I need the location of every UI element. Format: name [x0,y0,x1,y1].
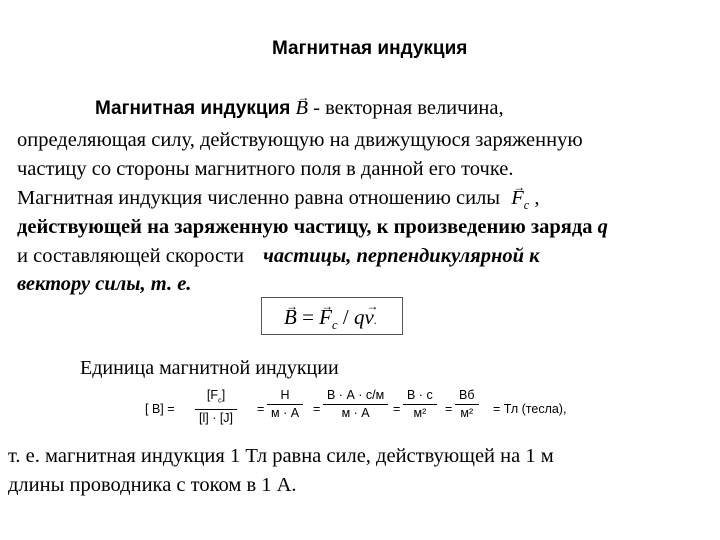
definition-line-4 [17,186,539,217]
units-eq-3: = [393,402,401,416]
definition-line-7 [17,272,191,296]
line7-text: вектору силы, т. е. [17,273,192,295]
conclusion-line-2: длины проводника с током в 1 А. [8,474,297,496]
formula-f: F [319,305,332,329]
fraction-2-den: м · А [271,406,300,420]
formula-div: / [337,305,354,329]
definition-line-1 [95,96,504,121]
formula-f-sub: c [332,318,338,333]
units-heading: Единица магнитной индукции [80,357,339,379]
fraction-1-num [195,388,237,410]
fraction-2 [267,388,303,421]
fraction-5-den: м² [460,406,474,420]
term-magnetic-induction: Магнитная индукция [95,98,291,119]
units-formula [145,388,565,436]
units-eq-2: = [313,402,321,416]
formula-eq: = [296,305,320,329]
definition-line-6 [17,244,540,268]
page-title: Магнитная индукция [272,38,468,59]
formula-b: → B [284,298,297,336]
line4-comma: , [529,187,540,209]
symbol-q: q [597,216,608,238]
fraction-3 [323,388,388,421]
symbol-f: F [511,187,524,209]
formula-q: q [353,305,365,329]
line4-text: Магнитная индукция численно равна отношению силы [17,187,501,209]
fraction-4-den: м² [413,406,427,420]
fraction-4 [403,388,437,421]
line6-bold-text: частицы, перпендикулярной к [263,245,540,267]
conclusion-line-1: т. е. магнитная индукция 1 Тл равна силе, действующей на 1 м [8,445,554,467]
fraction-2-num: Н [267,388,303,405]
fraction-1 [195,388,237,426]
units-eq-4: = [445,402,453,416]
f1-num: [F [206,388,218,402]
definition-line-5 [17,215,608,239]
formula-box [261,297,403,335]
definition-line-2: определяющая силу, действующую на движущуюся заряженную [17,129,583,151]
units-eq-1: = [257,402,265,416]
definition-rest: - векторная величина, [313,97,504,119]
fraction-5 [455,388,479,421]
formula-v: → v [364,298,373,336]
definition-line-3: частицу со стороны магнитного поля в данной его точке. [17,158,514,180]
units-result: = Тл (тесла), [493,402,567,416]
f1-num-sub: c [217,395,222,405]
symbol-f-sub: c [523,198,530,213]
formula-f-vector [319,298,337,344]
fraction-5-num: Вб [455,388,479,405]
symbol-f-vector [511,186,529,217]
formula-dot: . [373,313,377,327]
f1-num-end: ] [221,388,226,402]
line6-text: и составляющей скорости [17,245,245,267]
symbol-b-vector: → B [296,96,309,120]
fraction-4-num: В · с [403,388,437,405]
fraction-3-den: м · А [341,406,370,420]
fraction-1-den: [l] · [J] [199,410,234,425]
line5-text: действующей на заряженную частицу, к произведению заряда [17,216,593,238]
units-lhs: [ B] = [145,402,175,416]
fraction-3-num: В · А · с/м [323,388,388,405]
